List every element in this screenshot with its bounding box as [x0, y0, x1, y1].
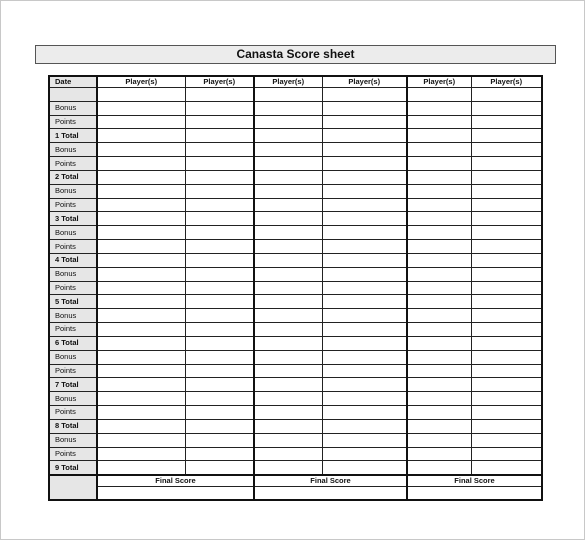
score-cell[interactable] — [185, 323, 254, 337]
points-row — [49, 364, 542, 378]
score-cell[interactable] — [471, 170, 542, 184]
score-cell[interactable] — [254, 336, 322, 350]
score-cell[interactable] — [97, 184, 185, 198]
score-cell[interactable] — [471, 253, 542, 267]
row-label: Points — [49, 281, 97, 295]
score-cell[interactable] — [322, 115, 407, 129]
score-cell[interactable] — [97, 364, 185, 378]
total-row — [49, 212, 542, 226]
score-cell[interactable] — [254, 253, 322, 267]
score-cell[interactable] — [254, 101, 322, 115]
score-cell[interactable] — [185, 253, 254, 267]
final-score-label: Final Score — [407, 475, 542, 487]
score-cell[interactable] — [97, 129, 185, 143]
score-cell[interactable] — [185, 281, 254, 295]
score-cell[interactable] — [97, 267, 185, 281]
total-row — [49, 419, 542, 433]
round-total-label: 7 Total — [49, 378, 97, 392]
round-total-label: 3 Total — [49, 212, 97, 226]
score-cell[interactable] — [185, 392, 254, 406]
final-score-cell[interactable] — [407, 487, 542, 501]
final-score-label-row — [49, 475, 542, 487]
score-cell[interactable] — [185, 226, 254, 240]
round-total-label: 5 Total — [49, 295, 97, 309]
score-cell[interactable] — [254, 295, 322, 309]
score-cell[interactable] — [407, 253, 471, 267]
bonus-row — [49, 184, 542, 198]
score-cell[interactable] — [471, 157, 542, 171]
date-row — [49, 88, 542, 102]
total-row — [49, 336, 542, 350]
bonus-row — [49, 101, 542, 115]
row-label: Bonus — [49, 226, 97, 240]
score-cell[interactable] — [254, 433, 322, 447]
score-cell[interactable] — [407, 295, 471, 309]
score-cell[interactable] — [471, 336, 542, 350]
score-cell[interactable] — [97, 198, 185, 212]
row-label: Bonus — [49, 184, 97, 198]
row-label: Bonus — [49, 433, 97, 447]
score-cell[interactable] — [254, 157, 322, 171]
player-header: Player(s) — [254, 76, 322, 88]
score-cell[interactable] — [254, 392, 322, 406]
total-row — [49, 461, 542, 475]
score-cell[interactable] — [254, 419, 322, 433]
score-cell[interactable] — [185, 88, 254, 102]
score-cell[interactable] — [185, 240, 254, 254]
score-cell[interactable] — [185, 364, 254, 378]
score-cell[interactable] — [407, 240, 471, 254]
header-row — [49, 76, 542, 88]
score-cell[interactable] — [322, 281, 407, 295]
player-header: Player(s) — [322, 76, 407, 88]
total-row — [49, 170, 542, 184]
score-cell[interactable] — [185, 212, 254, 226]
score-cell[interactable] — [185, 309, 254, 323]
player-header: Player(s) — [407, 76, 471, 88]
points-row — [49, 157, 542, 171]
score-cell[interactable] — [185, 170, 254, 184]
row-label: Points — [49, 323, 97, 337]
score-cell[interactable] — [322, 364, 407, 378]
row-label: Points — [49, 364, 97, 378]
score-cell[interactable] — [185, 115, 254, 129]
total-row — [49, 253, 542, 267]
score-cell[interactable] — [407, 336, 471, 350]
score-cell[interactable] — [185, 295, 254, 309]
bonus-row — [49, 350, 542, 364]
total-row — [49, 378, 542, 392]
score-cell[interactable] — [254, 281, 322, 295]
score-cell[interactable] — [407, 364, 471, 378]
score-cell[interactable] — [254, 170, 322, 184]
score-cell[interactable] — [407, 350, 471, 364]
date-cell — [49, 88, 97, 102]
player-header: Player(s) — [471, 76, 542, 88]
row-label: Bonus — [49, 267, 97, 281]
round-total-label: 2 Total — [49, 170, 97, 184]
points-row — [49, 447, 542, 461]
final-score-label: Final Score — [97, 475, 254, 487]
bonus-row — [49, 226, 542, 240]
score-cell[interactable] — [471, 198, 542, 212]
score-cell[interactable] — [185, 101, 254, 115]
score-cell[interactable] — [471, 115, 542, 129]
score-cell[interactable] — [322, 170, 407, 184]
round-total-label: 8 Total — [49, 419, 97, 433]
score-cell[interactable] — [471, 101, 542, 115]
total-row — [49, 129, 542, 143]
score-cell[interactable] — [471, 184, 542, 198]
score-cell[interactable] — [185, 447, 254, 461]
score-cell[interactable] — [322, 88, 407, 102]
score-cell[interactable] — [471, 295, 542, 309]
score-cell[interactable] — [322, 198, 407, 212]
score-cell[interactable] — [322, 323, 407, 337]
score-cell[interactable] — [97, 212, 185, 226]
row-label: Bonus — [49, 143, 97, 157]
points-row — [49, 198, 542, 212]
score-cell[interactable] — [97, 115, 185, 129]
score-cell[interactable] — [254, 198, 322, 212]
score-cell[interactable] — [322, 461, 407, 475]
score-cell[interactable] — [407, 433, 471, 447]
score-cell[interactable] — [407, 447, 471, 461]
score-cell[interactable] — [407, 281, 471, 295]
points-row — [49, 115, 542, 129]
score-cell[interactable] — [185, 184, 254, 198]
score-cell[interactable] — [322, 267, 407, 281]
score-cell[interactable] — [254, 461, 322, 475]
score-cell[interactable] — [97, 170, 185, 184]
score-cell[interactable] — [322, 378, 407, 392]
bonus-row — [49, 392, 542, 406]
score-cell[interactable] — [254, 378, 322, 392]
score-cell[interactable] — [185, 198, 254, 212]
score-cell[interactable] — [97, 433, 185, 447]
score-cell[interactable] — [407, 129, 471, 143]
row-label: Bonus — [49, 392, 97, 406]
row-label: Points — [49, 240, 97, 254]
score-cell[interactable] — [407, 267, 471, 281]
score-cell[interactable] — [471, 143, 542, 157]
round-total-label: 4 Total — [49, 253, 97, 267]
score-cell[interactable] — [322, 129, 407, 143]
score-cell[interactable] — [407, 419, 471, 433]
score-cell[interactable] — [322, 226, 407, 240]
score-cell[interactable] — [254, 447, 322, 461]
score-cell[interactable] — [407, 392, 471, 406]
date-header: Date — [49, 76, 97, 88]
score-cell[interactable] — [471, 267, 542, 281]
row-label: Points — [49, 157, 97, 171]
score-cell[interactable] — [322, 143, 407, 157]
final-score-cell[interactable] — [254, 487, 407, 501]
points-row — [49, 406, 542, 420]
score-cell[interactable] — [407, 378, 471, 392]
score-table — [48, 75, 543, 501]
score-cell[interactable] — [407, 212, 471, 226]
score-cell[interactable] — [185, 350, 254, 364]
score-cell[interactable] — [407, 88, 471, 102]
score-cell[interactable] — [97, 295, 185, 309]
score-cell[interactable] — [407, 309, 471, 323]
points-row — [49, 323, 542, 337]
score-cell[interactable] — [322, 309, 407, 323]
score-cell[interactable] — [471, 323, 542, 337]
score-cell[interactable] — [254, 267, 322, 281]
score-cell[interactable] — [322, 253, 407, 267]
score-cell[interactable] — [185, 378, 254, 392]
score-cell[interactable] — [185, 419, 254, 433]
score-cell[interactable] — [471, 212, 542, 226]
score-cell[interactable] — [471, 129, 542, 143]
points-row — [49, 281, 542, 295]
score-cell[interactable] — [97, 281, 185, 295]
score-cell[interactable] — [322, 336, 407, 350]
score-cell[interactable] — [97, 447, 185, 461]
score-cell[interactable] — [407, 461, 471, 475]
score-cell[interactable] — [254, 115, 322, 129]
final-blank-label — [49, 475, 97, 500]
score-cell[interactable] — [407, 157, 471, 171]
score-cell[interactable] — [471, 378, 542, 392]
round-total-label: 9 Total — [49, 461, 97, 475]
row-label: Points — [49, 115, 97, 129]
score-cell[interactable] — [97, 323, 185, 337]
score-cell[interactable] — [185, 143, 254, 157]
final-score-value-row — [49, 487, 542, 501]
score-cell[interactable] — [407, 198, 471, 212]
score-cell[interactable] — [322, 240, 407, 254]
score-cell[interactable] — [254, 88, 322, 102]
score-cell[interactable] — [407, 143, 471, 157]
score-cell[interactable] — [471, 461, 542, 475]
score-cell[interactable] — [471, 433, 542, 447]
score-cell[interactable] — [185, 336, 254, 350]
score-cell[interactable] — [97, 143, 185, 157]
score-cell[interactable] — [185, 461, 254, 475]
score-cell[interactable] — [322, 392, 407, 406]
score-cell[interactable] — [254, 240, 322, 254]
score-cell[interactable] — [322, 184, 407, 198]
score-cell[interactable] — [185, 267, 254, 281]
score-cell[interactable] — [97, 157, 185, 171]
score-cell[interactable] — [185, 157, 254, 171]
score-cell[interactable] — [322, 101, 407, 115]
points-row — [49, 240, 542, 254]
player-header: Player(s) — [97, 76, 185, 88]
score-cell[interactable] — [407, 406, 471, 420]
score-cell[interactable] — [471, 406, 542, 420]
row-label: Bonus — [49, 350, 97, 364]
score-cell[interactable] — [97, 350, 185, 364]
score-cell[interactable] — [97, 226, 185, 240]
score-cell[interactable] — [254, 406, 322, 420]
score-cell[interactable] — [97, 378, 185, 392]
score-cell[interactable] — [254, 212, 322, 226]
score-cell[interactable] — [322, 157, 407, 171]
score-cell[interactable] — [254, 129, 322, 143]
score-cell[interactable] — [322, 419, 407, 433]
row-label: Points — [49, 406, 97, 420]
score-cell[interactable] — [254, 364, 322, 378]
player-header: Player(s) — [185, 76, 254, 88]
total-row — [49, 295, 542, 309]
final-score-label: Final Score — [254, 475, 407, 487]
score-cell[interactable] — [322, 295, 407, 309]
score-cell[interactable] — [471, 240, 542, 254]
score-cell[interactable] — [322, 433, 407, 447]
score-cell[interactable] — [322, 406, 407, 420]
row-label: Bonus — [49, 309, 97, 323]
score-cell[interactable] — [97, 461, 185, 475]
score-cell[interactable] — [97, 309, 185, 323]
row-label: Bonus — [49, 101, 97, 115]
score-cell[interactable] — [254, 226, 322, 240]
score-cell[interactable] — [322, 447, 407, 461]
score-cell[interactable] — [254, 323, 322, 337]
score-cell[interactable] — [185, 433, 254, 447]
score-cell[interactable] — [185, 406, 254, 420]
score-cell[interactable] — [471, 281, 542, 295]
bonus-row — [49, 143, 542, 157]
final-score-cell[interactable] — [97, 487, 254, 501]
score-cell[interactable] — [185, 129, 254, 143]
score-cell[interactable] — [471, 364, 542, 378]
round-total-label: 6 Total — [49, 336, 97, 350]
score-cell[interactable] — [471, 419, 542, 433]
score-cell[interactable] — [471, 226, 542, 240]
score-cell[interactable] — [322, 350, 407, 364]
score-cell[interactable] — [407, 323, 471, 337]
score-cell[interactable] — [407, 184, 471, 198]
score-cell[interactable] — [254, 143, 322, 157]
score-cell[interactable] — [254, 350, 322, 364]
sheet-title: Canasta Score sheet — [35, 45, 556, 64]
score-cell[interactable] — [97, 240, 185, 254]
score-cell[interactable] — [322, 212, 407, 226]
score-cell[interactable] — [97, 419, 185, 433]
score-cell[interactable] — [97, 88, 185, 102]
score-cell[interactable] — [97, 253, 185, 267]
row-label: Points — [49, 198, 97, 212]
score-cell[interactable] — [471, 309, 542, 323]
score-cell[interactable] — [407, 115, 471, 129]
score-cell[interactable] — [407, 226, 471, 240]
bonus-row — [49, 267, 542, 281]
score-cell[interactable] — [471, 392, 542, 406]
score-cell[interactable] — [97, 336, 185, 350]
score-cell[interactable] — [97, 101, 185, 115]
score-cell[interactable] — [471, 350, 542, 364]
score-cell[interactable] — [97, 406, 185, 420]
score-cell[interactable] — [407, 101, 471, 115]
round-total-label: 1 Total — [49, 129, 97, 143]
score-cell[interactable] — [254, 184, 322, 198]
score-cell[interactable] — [407, 170, 471, 184]
score-cell[interactable] — [254, 309, 322, 323]
score-cell[interactable] — [97, 392, 185, 406]
bonus-row — [49, 309, 542, 323]
row-label: Points — [49, 447, 97, 461]
bonus-row — [49, 433, 542, 447]
score-cell[interactable] — [471, 88, 542, 102]
score-cell[interactable] — [471, 447, 542, 461]
